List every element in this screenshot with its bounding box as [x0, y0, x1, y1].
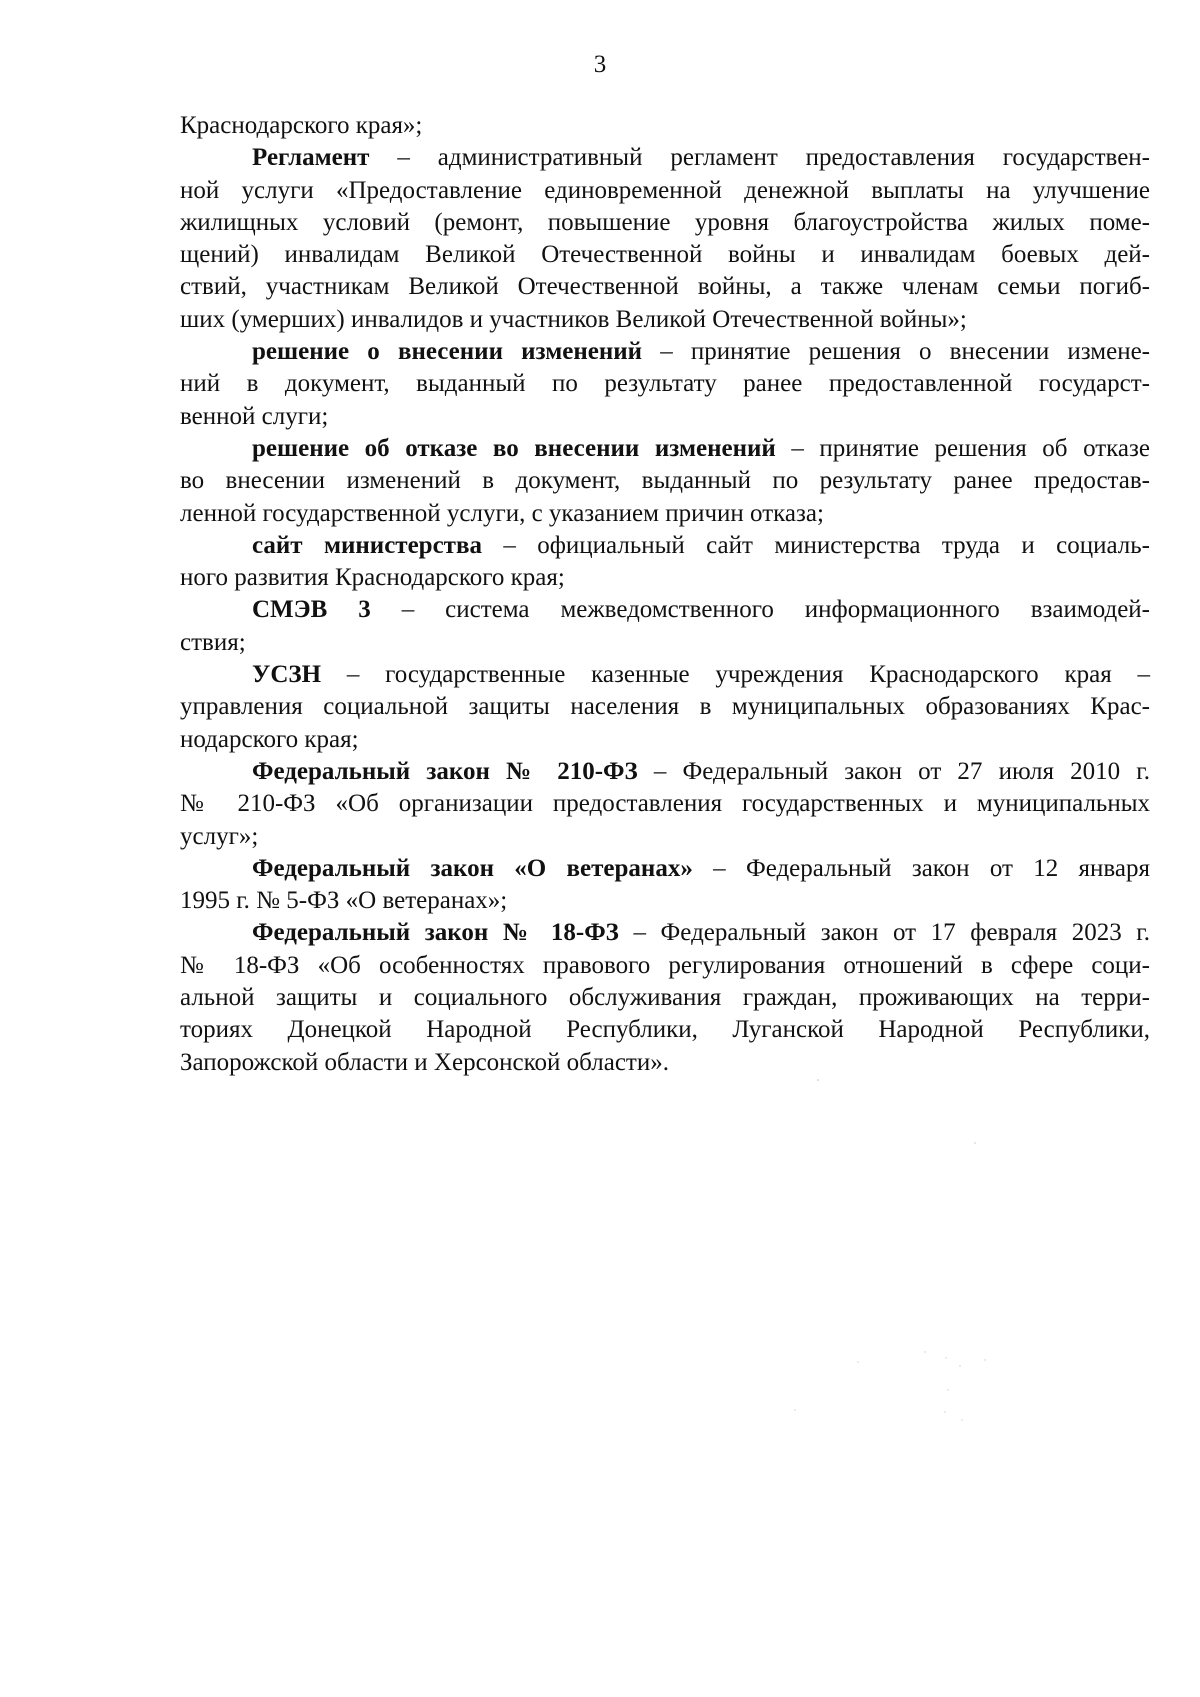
text-line: [180, 175, 1150, 207]
text-line: [180, 142, 1150, 174]
text-line: [180, 724, 1150, 756]
line-text: альной защиты и социального обслуживания граждан, проживающих на терри-: [180, 984, 1150, 1012]
text-line: [180, 433, 1150, 465]
text-line: [180, 821, 1150, 853]
line-text: услуг»;: [180, 822, 259, 850]
text-line: [180, 530, 1150, 562]
line-text: – Федеральный закон от 17 февраля 2023 г.: [618, 919, 1150, 947]
text-line: [180, 885, 1150, 917]
text-line: [180, 691, 1150, 723]
page-number: 3: [593, 51, 607, 78]
text-line: [180, 401, 1150, 433]
line-text: ний в документ, выданный по результату ранее предоставленной государст-: [180, 370, 1150, 398]
text-line: [180, 756, 1150, 788]
defined-term: Федеральный закон № 18-ФЗ: [252, 919, 619, 947]
scan-speck: [984, 1359, 985, 1360]
line-text: ного развития Краснодарского края;: [180, 564, 565, 592]
text-line: [180, 594, 1150, 626]
text-line: [180, 498, 1150, 530]
text-line: [180, 465, 1150, 497]
text-line: [180, 1014, 1150, 1046]
text-line: [180, 239, 1150, 271]
line-text: – принятие решения о внесении измене-: [642, 338, 1150, 366]
line-text: Запорожской области и Херсонской области».: [180, 1048, 669, 1076]
line-text: ствий, участникам Великой Отечественной войны, а также членам семьи погиб-: [180, 273, 1150, 301]
text-line: [180, 659, 1150, 691]
defined-term: Регламент: [252, 144, 370, 172]
text-line: [180, 562, 1150, 594]
line-text: – официальный сайт министерства труда и социаль-: [481, 531, 1150, 559]
line-text: Краснодарского края»;: [180, 112, 423, 139]
defined-term: решение об отказе во внесении изменений: [252, 434, 776, 462]
scan-speck: [924, 1351, 925, 1352]
scan-speck: [961, 1419, 962, 1420]
defined-term: УСЗН: [252, 661, 322, 689]
line-text: ленной государственной услуги, с указанием причин отказа;: [180, 499, 824, 527]
line-text: – административный регламент предоставления государствен-: [369, 144, 1150, 172]
line-text: ствия;: [180, 628, 246, 656]
text-line: [180, 788, 1150, 820]
line-text: венной слуги;: [180, 402, 329, 430]
text-line: [180, 1047, 1150, 1079]
text-line: [180, 336, 1150, 368]
defined-term: Федеральный закон «О ветеранах»: [252, 854, 693, 882]
scan-speck: [794, 1409, 795, 1410]
line-text: – принятие решения об отказе: [775, 434, 1150, 462]
line-text: ториях Донецкой Народной Республики, Луганской Народной Республики,: [180, 1016, 1150, 1044]
line-text: № 18-ФЗ «Об особенностях правового регулирования отношений в сфере соци-: [180, 951, 1150, 979]
defined-term: сайт министерства: [252, 531, 482, 559]
scan-speck: [817, 1079, 819, 1081]
line-text: – Федеральный закон от 27 июля 2010 г.: [637, 757, 1150, 785]
text-line: [180, 207, 1150, 239]
scan-speck: [944, 1411, 945, 1412]
line-text: нодарского края;: [180, 725, 359, 753]
defined-term: СМЭВ 3: [252, 596, 371, 624]
line-text: ной услуги «Предоставление единовременной денежной выплаты на улучшение: [180, 176, 1150, 204]
line-text: 1995 г. № 5-ФЗ «О ветеранах»;: [180, 887, 508, 915]
defined-term: решение о внесении изменений: [252, 338, 643, 366]
line-text: жилищных условий (ремонт, повышение уровня благоустройства жилых поме-: [180, 208, 1150, 236]
text-line: [180, 304, 1150, 336]
scan-speck: [947, 1389, 948, 1390]
defined-term: Федеральный закон № 210-ФЗ: [252, 757, 638, 785]
text-line: [180, 853, 1150, 885]
scan-speck: [974, 1142, 976, 1144]
text-line: [180, 982, 1150, 1014]
text-line: [180, 368, 1150, 400]
line-text: во внесении изменений в документ, выданный по результату ранее предостав-: [180, 467, 1150, 495]
scan-speck: [945, 1357, 946, 1358]
line-text: ших (умерших) инвалидов и участников Великой Отечественной войны»;: [180, 305, 967, 333]
document-body: [180, 110, 1150, 1079]
text-line: [180, 271, 1150, 303]
scan-speck: [857, 1361, 858, 1362]
line-text: № 210-ФЗ «Об организации предоставления государственных и муниципальных: [180, 790, 1150, 818]
text-line: [180, 917, 1150, 949]
line-text: – система межведомственного информационного взаимодей-: [370, 596, 1150, 624]
line-text: – Федеральный закон от 12 января: [692, 854, 1150, 882]
line-text: управления социальной защиты населения в муниципальных образованиях Крас-: [180, 693, 1150, 721]
text-line: [180, 627, 1150, 659]
line-text: – государственные казенные учреждения Краснодарского края –: [321, 661, 1150, 689]
line-text: щений) инвалидам Великой Отечественной войны и инвалидам боевых дей-: [180, 241, 1150, 269]
text-line: [180, 950, 1150, 982]
text-line: [180, 110, 1150, 142]
scan-speck: [959, 1365, 960, 1366]
